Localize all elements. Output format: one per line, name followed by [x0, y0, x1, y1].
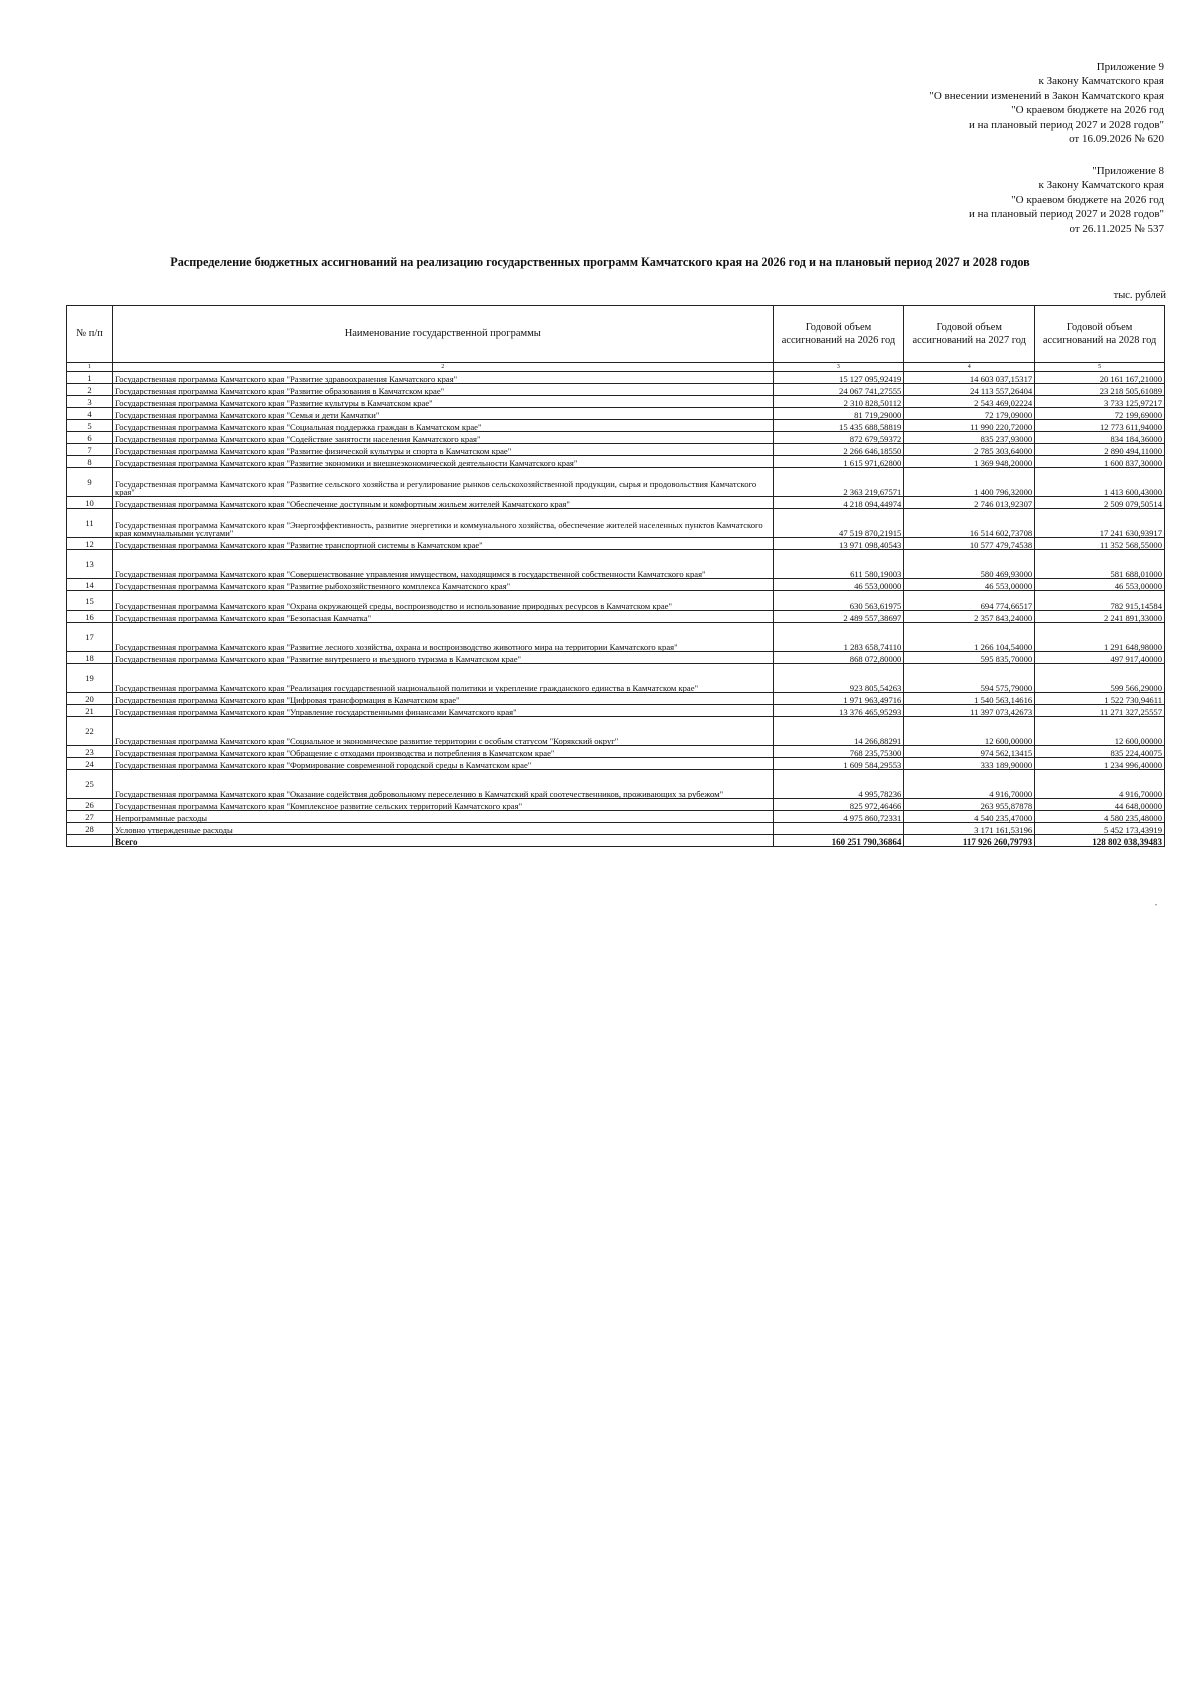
row-number: 24	[67, 758, 113, 770]
table-row	[67, 611, 1165, 623]
program-name: Государственная программа Камчатского края "Охрана окружающей среды, воспроизводство и использование природных ресурсов в Камчатском крае"	[113, 591, 773, 611]
budget-table	[66, 305, 1165, 847]
amount-2027: 72 179,09000	[904, 408, 1035, 420]
appendix-line: от 16.09.2026 № 620	[1069, 133, 1164, 146]
amount-2028: 3 733 125,97217	[1035, 396, 1165, 408]
amount-2026: 4 995,78236	[773, 770, 904, 799]
amount-2027: 12 600,00000	[904, 717, 1035, 746]
amount-2028: 4 580 235,48000	[1035, 811, 1165, 823]
row-number: 25	[67, 770, 113, 799]
total-row	[67, 835, 1165, 847]
amount-2027: 2 543 469,02224	[904, 396, 1035, 408]
appendix-line: и на плановый период 2027 и 2028 годов"	[968, 208, 1164, 221]
amount-2026: 1 609 584,29553	[773, 758, 904, 770]
amount-2028: 46 553,00000	[1035, 579, 1165, 591]
amount-2026: 872 679,59372	[773, 432, 904, 444]
program-name: Государственная программа Камчатского края "Обеспечение доступным и комфортным жильем жителей Камчатского края"	[113, 497, 773, 509]
amount-2026: 81 719,29000	[773, 408, 904, 420]
program-name: Государственная программа Камчатского края "Безопасная Камчатка"	[113, 611, 773, 623]
table-row	[67, 396, 1165, 408]
program-name: Государственная программа Камчатского края "Развитие экономики и внешнеэкономической деятельности Камчатского края"	[113, 456, 773, 468]
amount-2027: 1 400 796,32000	[904, 468, 1035, 497]
program-name: Государственная программа Камчатского края "Развитие рыбохозяйственного комплекса Камчатского края"	[113, 579, 773, 591]
amount-2028: 72 199,69000	[1035, 408, 1165, 420]
amount-2028: 834 184,36000	[1035, 432, 1165, 444]
table-body	[67, 372, 1165, 847]
amount-2026: 15 127 095,92419	[773, 372, 904, 384]
row-number: 17	[67, 623, 113, 652]
amount-2026: 2 310 828,50112	[773, 396, 904, 408]
amount-2027: 974 562,13415	[904, 746, 1035, 758]
row-number: 8	[67, 456, 113, 468]
program-name: Государственная программа Камчатского края "Семья и дети Камчатки"	[113, 408, 773, 420]
amount-2027: 594 575,79000	[904, 664, 1035, 693]
program-name: Государственная программа Камчатского края "Обращение с отходами производства и потребления в Камчатском крае"	[113, 746, 773, 758]
program-name: Государственная программа Камчатского края "Развитие внутреннего и въездного туризма в Камчатском крае"	[113, 652, 773, 664]
amount-2026: 4 218 094,44974	[773, 497, 904, 509]
table-row	[67, 444, 1165, 456]
amount-2026: 1 971 963,49716	[773, 693, 904, 705]
total-number	[67, 835, 113, 847]
amount-2027: 580 469,93000	[904, 550, 1035, 579]
amount-2026: 13 971 098,40543	[773, 538, 904, 550]
amount-2027: 1 266 104,54000	[904, 623, 1035, 652]
table-row	[67, 456, 1165, 468]
amount-2027: 1 369 948,20000	[904, 456, 1035, 468]
amount-2028: 12 600,00000	[1035, 717, 1165, 746]
column-number: 5	[1035, 363, 1165, 372]
amount-2026: 2 489 557,38697	[773, 611, 904, 623]
amount-2026: 2 363 219,67571	[773, 468, 904, 497]
row-number: 22	[67, 717, 113, 746]
table-row	[67, 705, 1165, 717]
row-number: 2	[67, 384, 113, 396]
amount-2027: 694 774,66517	[904, 591, 1035, 611]
table-row	[67, 717, 1165, 746]
table-row	[67, 550, 1165, 579]
amount-2028: 17 241 630,93917	[1035, 509, 1165, 538]
amount-2026: 46 553,00000	[773, 579, 904, 591]
program-name: Государственная программа Камчатского края "Развитие культуры в Камчатском крае"	[113, 396, 773, 408]
amount-2028: 2 890 494,11000	[1035, 444, 1165, 456]
program-name: Государственная программа Камчатского края "Развитие физической культуры и спорта в Камчатском крае"	[113, 444, 773, 456]
table-row	[67, 811, 1165, 823]
row-number: 27	[67, 811, 113, 823]
amount-2026: 923 805,54263	[773, 664, 904, 693]
amount-2027: 11 397 073,42673	[904, 705, 1035, 717]
amount-2028: 1 600 837,30000	[1035, 456, 1165, 468]
amount-2027: 1 540 563,14616	[904, 693, 1035, 705]
amount-2028: 11 352 568,55000	[1035, 538, 1165, 550]
table-row	[67, 623, 1165, 652]
amount-2026: 868 072,80000	[773, 652, 904, 664]
units-label: тыс. рублей	[1113, 290, 1166, 301]
amount-2026: 825 972,46466	[773, 799, 904, 811]
program-name: Государственная программа Камчатского края "Энергоэффективность, развитие энергетики и коммунального хозяйства, обеспечение жителей населенных пунктов Камчатского края коммунальными услугами"	[113, 509, 773, 538]
row-number: 6	[67, 432, 113, 444]
document-title: Распределение бюджетных ассигнований на реализацию государственных программ Камчатского края на 2026 год и на плановый период 2027 и 2028 годов	[170, 255, 1030, 269]
header-num: № п/п	[67, 306, 113, 363]
amount-2028: 11 271 327,25557	[1035, 705, 1165, 717]
appendix-line: к Закону Камчатского края	[1038, 179, 1164, 192]
appendix-line: Приложение 9	[1096, 61, 1164, 73]
table-row	[67, 538, 1165, 550]
amount-2026: 768 235,75300	[773, 746, 904, 758]
row-number: 14	[67, 579, 113, 591]
amount-2027: 595 835,70000	[904, 652, 1035, 664]
amount-2027: 11 990 220,72000	[904, 420, 1035, 432]
column-number-row	[67, 363, 1165, 372]
amount-2027: 2 785 303,64000	[904, 444, 1035, 456]
table-row	[67, 758, 1165, 770]
amount-2027: 24 113 557,26404	[904, 384, 1035, 396]
header-2026: Годовой объем ассигнований на 2026 год	[773, 306, 904, 363]
table-row	[67, 372, 1165, 384]
row-number: 1	[67, 372, 113, 384]
amount-2027: 4 916,70000	[904, 770, 1035, 799]
amount-2026: 4 975 860,72331	[773, 811, 904, 823]
program-name: Государственная программа Камчатского края "Развитие здравоохранения Камчатского края"	[113, 372, 773, 384]
row-number: 19	[67, 664, 113, 693]
appendix-line: и на плановый период 2027 и 2028 годов"	[968, 118, 1164, 131]
table-row	[67, 693, 1165, 705]
table-row	[67, 497, 1165, 509]
row-number: 18	[67, 652, 113, 664]
amount-2028: 44 648,00000	[1035, 799, 1165, 811]
amount-2026: 630 563,61975	[773, 591, 904, 611]
amount-2026: 611 580,19003	[773, 550, 904, 579]
amount-2027: 10 577 479,74538	[904, 538, 1035, 550]
amount-2026: 13 376 465,95293	[773, 705, 904, 717]
header-program-name: Наименование государственной программы	[113, 306, 773, 363]
amount-2028: 5 452 173,43919	[1035, 823, 1165, 835]
table-row	[67, 579, 1165, 591]
program-name: Непрограммные расходы	[113, 811, 773, 823]
column-number: 3	[773, 363, 904, 372]
row-number: 7	[67, 444, 113, 456]
amount-2028: 2 509 079,50514	[1035, 497, 1165, 509]
table-row	[67, 823, 1165, 835]
program-name: Государственная программа Камчатского края "Комплексное развитие сельских территорий Камчатского края"	[113, 799, 773, 811]
row-number: 10	[67, 497, 113, 509]
table-header-row	[67, 306, 1165, 363]
program-name: Государственная программа Камчатского края "Содействие занятости населения Камчатского края"	[113, 432, 773, 444]
column-number: 1	[67, 363, 113, 372]
amount-2028: 2 241 891,33000	[1035, 611, 1165, 623]
table-row	[67, 770, 1165, 799]
table-row	[67, 664, 1165, 693]
program-name: Государственная программа Камчатского края "Формирование современной городской среды в Камчатском крае"	[113, 758, 773, 770]
appendix-line: к Закону Камчатского края	[1038, 75, 1164, 88]
amount-2028: 1 522 730,94611	[1035, 693, 1165, 705]
program-name: Государственная программа Камчатского края "Оказание содействия добровольному переселению в Камчатский край соотечественников, проживающих за рубежом"	[113, 770, 773, 799]
amount-2027: 2 357 843,24000	[904, 611, 1035, 623]
amount-2027: 2 746 013,92307	[904, 497, 1035, 509]
amount-2028: 1 234 996,40000	[1035, 758, 1165, 770]
row-number: 26	[67, 799, 113, 811]
amount-2028: 4 916,70000	[1035, 770, 1165, 799]
program-name: Государственная программа Камчатского края "Управление государственными финансами Камчатского края"	[113, 705, 773, 717]
program-name: Государственная программа Камчатского края "Совершенствование управления имуществом, находящимся в государственной собственности Камчатского края"	[113, 550, 773, 579]
row-number: 16	[67, 611, 113, 623]
amount-2026: 1 283 658,74110	[773, 623, 904, 652]
row-number: 12	[67, 538, 113, 550]
appendix-header-previous	[969, 164, 1164, 236]
row-number: 4	[67, 408, 113, 420]
appendix-line: "О краевом бюджете на 2026 год	[1011, 193, 1164, 206]
table-row	[67, 420, 1165, 432]
amount-2028: 835 224,40075	[1035, 746, 1165, 758]
total-2026: 160 251 790,36864	[773, 835, 904, 847]
appendix-line: "О краевом бюджете на 2026 год	[1011, 104, 1164, 117]
corner-mark: "	[1155, 904, 1158, 910]
program-name: Государственная программа Камчатского края "Социальная поддержка граждан в Камчатском крае"	[113, 420, 773, 432]
amount-2026	[773, 823, 904, 835]
amount-2027: 46 553,00000	[904, 579, 1035, 591]
table-row	[67, 509, 1165, 538]
amount-2027: 333 189,90000	[904, 758, 1035, 770]
amount-2026: 47 519 870,21915	[773, 509, 904, 538]
program-name: Условно утвержденные расходы	[113, 823, 773, 835]
amount-2027: 4 540 235,47000	[904, 811, 1035, 823]
amount-2026: 1 615 971,62800	[773, 456, 904, 468]
appendix-line: "Приложение 8	[1092, 165, 1164, 177]
amount-2028: 581 688,01000	[1035, 550, 1165, 579]
amount-2027: 3 171 161,53196	[904, 823, 1035, 835]
program-name: Государственная программа Камчатского края "Реализация государственной национальной политики и укрепление гражданского единства в Камчатском крае"	[113, 664, 773, 693]
amount-2026: 2 266 646,18550	[773, 444, 904, 456]
amount-2028: 1 291 648,98000	[1035, 623, 1165, 652]
row-number: 13	[67, 550, 113, 579]
program-name: Государственная программа Камчатского края "Цифровая трансформация в Камчатском крае"	[113, 693, 773, 705]
amount-2028: 782 915,14584	[1035, 591, 1165, 611]
program-name: Государственная программа Камчатского края "Социальное и экономическое развитие территории с особым статусом "Корякский округ"	[113, 717, 773, 746]
total-label: Всего	[113, 835, 773, 847]
row-number: 15	[67, 591, 113, 611]
amount-2027: 263 955,87878	[904, 799, 1035, 811]
table-row	[67, 432, 1165, 444]
amount-2028: 599 566,29000	[1035, 664, 1165, 693]
program-name: Государственная программа Камчатского края "Развитие образования в Камчатском крае"	[113, 384, 773, 396]
total-2028: 128 802 038,39483	[1035, 835, 1165, 847]
amount-2026: 15 435 688,58819	[773, 420, 904, 432]
appendix-line: "О внесении изменений в Закон Камчатского края	[929, 89, 1164, 102]
table-row	[67, 468, 1165, 497]
row-number: 28	[67, 823, 113, 835]
program-name: Государственная программа Камчатского края "Развитие транспортной системы в Камчатском крае"	[113, 538, 773, 550]
column-number: 2	[113, 363, 773, 372]
program-name: Государственная программа Камчатского края "Развитие лесного хозяйства, охрана и воспроизводство животного мира на территории Камчатского края"	[113, 623, 773, 652]
header-2027: Годовой объем ассигнований на 2027 год	[904, 306, 1035, 363]
row-number: 11	[67, 509, 113, 538]
table-row	[67, 652, 1165, 664]
row-number: 5	[67, 420, 113, 432]
table-row	[67, 746, 1165, 758]
amount-2026: 14 266,88291	[773, 717, 904, 746]
amount-2028: 497 917,40000	[1035, 652, 1165, 664]
amount-2028: 1 413 600,43000	[1035, 468, 1165, 497]
appendix-header-current	[929, 60, 1164, 146]
amount-2028: 23 218 505,61089	[1035, 384, 1165, 396]
column-number: 4	[904, 363, 1035, 372]
program-name: Государственная программа Камчатского края "Развитие сельского хозяйства и регулирование рынков сельскохозяйственной продукции, сырья и продовольствия Камчатского края"	[113, 468, 773, 497]
amount-2028: 12 773 611,94000	[1035, 420, 1165, 432]
table-row	[67, 408, 1165, 420]
header-2028: Годовой объем ассигнований на 2028 год	[1035, 306, 1165, 363]
amount-2027: 16 514 602,73708	[904, 509, 1035, 538]
amount-2028: 20 161 167,21000	[1035, 372, 1165, 384]
row-number: 21	[67, 705, 113, 717]
total-2027: 117 926 260,79793	[904, 835, 1035, 847]
amount-2027: 14 603 037,15317	[904, 372, 1035, 384]
amount-2026: 24 067 741,27555	[773, 384, 904, 396]
row-number: 3	[67, 396, 113, 408]
appendix-line: от 26.11.2025 № 537	[1069, 222, 1164, 235]
row-number: 23	[67, 746, 113, 758]
table-row	[67, 591, 1165, 611]
table-row	[67, 384, 1165, 396]
table-row	[67, 799, 1165, 811]
amount-2027: 835 237,93000	[904, 432, 1035, 444]
row-number: 9	[67, 468, 113, 497]
row-number: 20	[67, 693, 113, 705]
